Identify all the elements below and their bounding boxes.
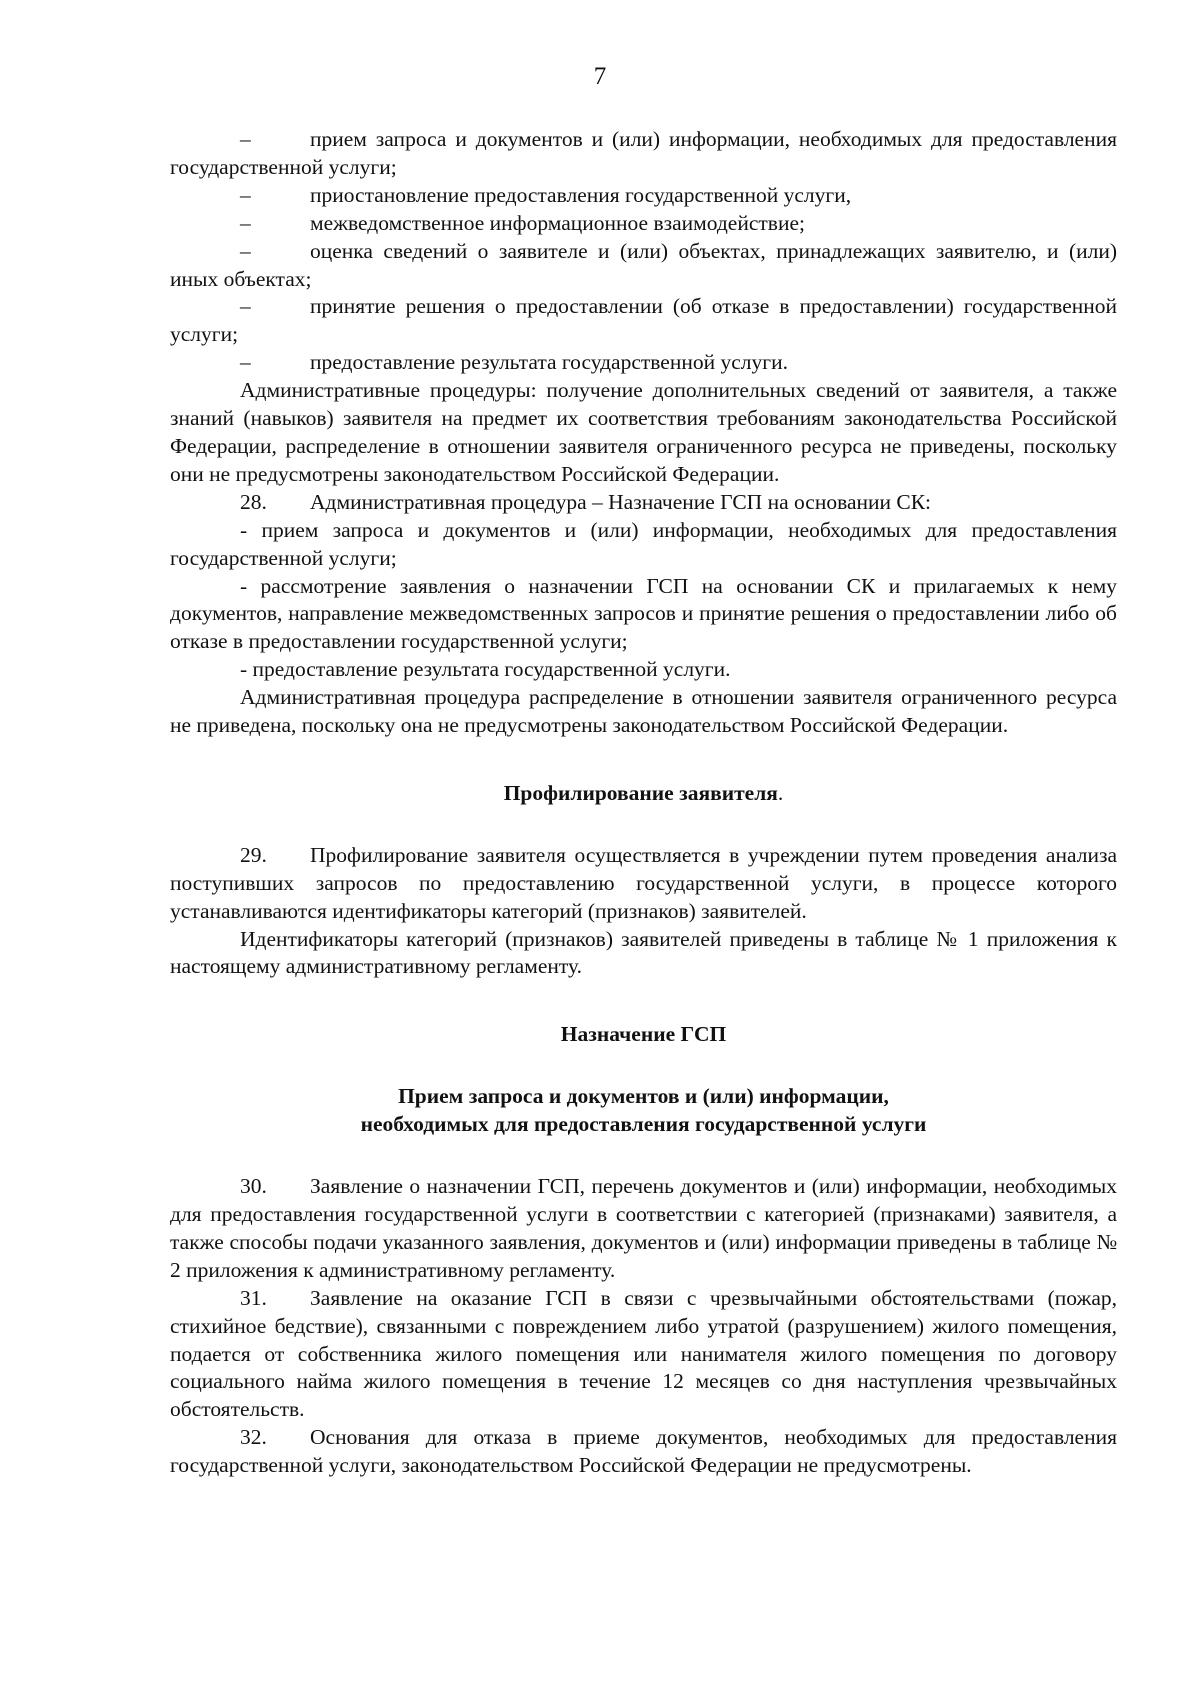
subsection-heading-reception-line1: Прием запроса и документов и (или) информации, (398, 1084, 889, 1109)
list-item: - прием запроса и документов и (или) информации, необходимых для предоставления государственной услуги; (170, 517, 1117, 570)
paragraph-28: 28. Административная процедура – Назначение ГСП на основании СК: (170, 489, 1117, 517)
spacer (170, 808, 1117, 842)
list-item: - предоставление результата государственной услуги. (240, 657, 731, 682)
document-body (170, 126, 1117, 1480)
list-item: – оценка сведений о заявителе и (или) объектах, принадлежащих заявителю, и (или) иных объектах; (170, 238, 1117, 291)
list-item: – межведомственное информационное взаимодействие; (170, 210, 1117, 238)
paragraph-28-note: Административная процедура распределение в отношении заявителя ограниченного ресурса не приведена, поскольку она не предусмотрены законодательством Российской Федерации. (170, 685, 1117, 738)
paragraph-31: 31. Заявление на оказание ГСП в связи с чрезвычайными обстоятельствами (пожар, стихийное бедствие), связанными с повреждением либо утратой (разрушением) жилого помещения, подается от собственника жилого помещения или нанимателя жилого помещения по договору социального найма жилого помещения в течение 12 месяцев со дня наступления чрезвычайных обстоятельств. (170, 1285, 1117, 1422)
paragraph-number: 29. (240, 842, 267, 867)
section-heading-assignment: Назначение ГСП (560, 1022, 727, 1047)
paragraph-29: 29. Профилирование заявителя осуществляется в учреждении путем проведения анализа поступивших запросов по предоставлению государственной услуги, в процессе которого устанавливаются идентификаторы категорий (признаков) заявителей. (170, 842, 1117, 923)
spacer (170, 981, 1117, 1021)
subsection-heading-reception-line2: необходимых для предоставления государственной услуги (360, 1112, 927, 1137)
dash-marker: – (240, 210, 251, 235)
page-number: 7 (593, 63, 607, 90)
paragraph-number: 30. (240, 1174, 267, 1199)
paragraph-32: 32. Основания для отказа в приеме документов, необходимых для предоставления государственной услуги, законодательством Российской Федерации не предусмотрены. (170, 1425, 1117, 1478)
list-item: – принятие решения о предоставлении (об отказе в предоставлении) государственной услуги; (170, 294, 1117, 347)
dash-marker: – (240, 182, 251, 207)
paragraph-number: 32. (240, 1425, 267, 1450)
dash-marker: – (240, 238, 251, 263)
list-item: – приостановление предоставления государственной услуги, (170, 182, 1117, 210)
list-item: – прием запроса и документов и (или) информации, необходимых для предоставления государственной услуги; (170, 127, 1117, 179)
list-item: - рассмотрение заявления о назначении ГСП на основании СК и прилагаемых к нему документов, направление межведомственных запросов и принятие решения о предоставлении либо об отказе в предоставлении государственной услуги; (170, 573, 1117, 654)
paragraph-admin-procedures: Административные процедуры: получение дополнительных сведений от заявителя, а также знаний (навыков) заявителя на предмет их соответствия требованиям законодательства Российской Федерации, распределение в отношении заявителя ограниченного ресурса не приведены, поскольку они не предусмотрены законодательством Российской Федерации. (170, 378, 1117, 486)
paragraph-number: 28. (240, 489, 267, 514)
paragraph-30: 30. Заявление о назначении ГСП, перечень документов и (или) информации, необходимых для предоставления государственной услуги в соответствии с категорией (признаками) заявителя, а также способы подачи указанного заявления, документов и (или) информации приведены в таблице № 2 приложения к административному регламенту. (170, 1174, 1117, 1282)
dash-marker: – (240, 350, 251, 375)
dash-marker: – (240, 294, 251, 319)
dash-marker: – (240, 127, 251, 151)
section-heading-profiling: Профилирование заявителя. (503, 780, 784, 805)
list-item: – предоставление результата государственной услуги. (170, 349, 1117, 377)
spacer (170, 1049, 1117, 1083)
spacer (170, 1139, 1117, 1173)
paragraph-number: 31. (240, 1285, 267, 1310)
spacer (170, 740, 1117, 780)
paragraph-29-extra: Идентификаторы категорий (признаков) заявителей приведены в таблице № 1 приложения к настоящему административному регламенту. (170, 926, 1117, 979)
